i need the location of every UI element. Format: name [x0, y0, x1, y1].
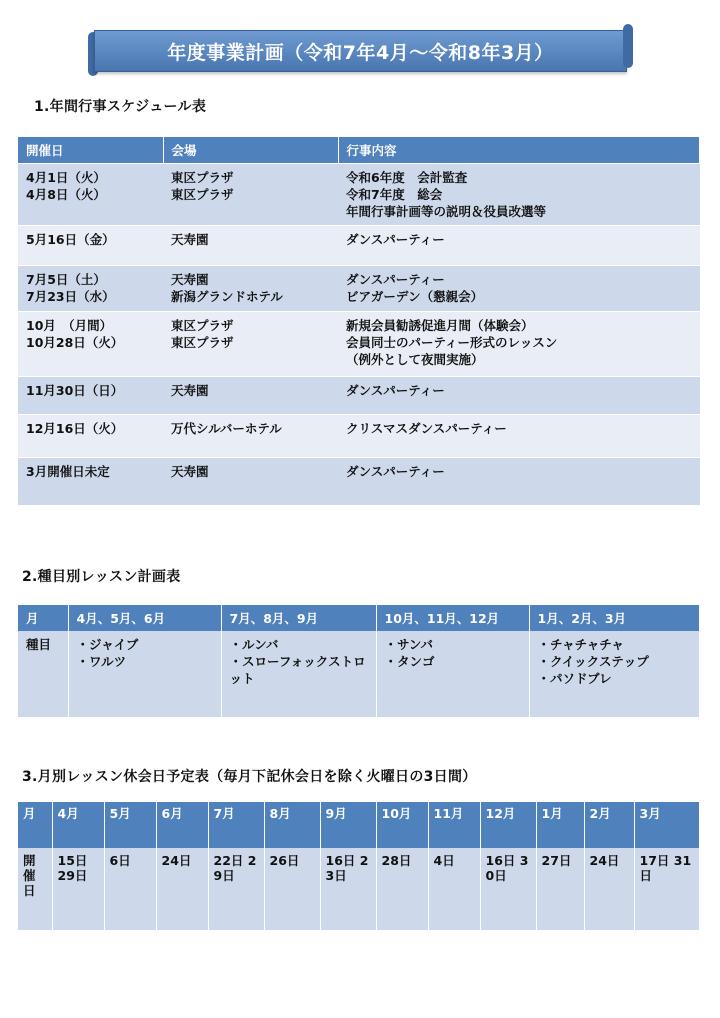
holiday-cell: 24日 [584, 848, 634, 930]
holiday-cell: 26日 [264, 848, 320, 930]
date-cell: 5月16日（金） [18, 226, 163, 266]
header-month: 月 [18, 605, 68, 631]
holiday-cell: 17日 31日 [634, 848, 700, 930]
header-month-col: 10月 [376, 802, 428, 848]
table-row [18, 377, 700, 415]
holiday-cell: 28日 [376, 848, 428, 930]
lesson-cell: ・ルンバ ・スローフォックストロット [221, 631, 376, 717]
header-month-col: 1月 [536, 802, 584, 848]
venue-cell: 天寿園 [163, 458, 338, 505]
holiday-cell: 16日 23日 [320, 848, 376, 930]
row-label: 種目 [18, 631, 68, 717]
event-cell: クリスマスダンスパーティー [338, 415, 700, 458]
event-cell: 令和6年度 会計監査 令和7年度 総会 年間行事計画等の説明＆役員改選等 [338, 164, 700, 226]
venue-cell: 天寿園 [163, 226, 338, 266]
lesson-cell: ・サンバ ・タンゴ [376, 631, 529, 717]
header-month-col: 8月 [264, 802, 320, 848]
date-cell: 4月1日（火） 4月8日（火） [18, 164, 163, 226]
annual-schedule-table [18, 137, 700, 505]
event-cell: ダンスパーティー ビアガーデン（懇親会） [338, 266, 700, 312]
section2-heading: 2.種目別レッスン計画表 [22, 569, 181, 585]
table-row [18, 226, 700, 266]
header-month-col: 9月 [320, 802, 376, 848]
table-row [18, 458, 700, 505]
table-row [18, 631, 700, 717]
holiday-table [18, 802, 700, 930]
table-row [18, 415, 700, 458]
date-cell: 7月5日（土） 7月23日（水） [18, 266, 163, 312]
holiday-cell: 4日 [428, 848, 480, 930]
venue-cell: 東区プラザ 東区プラザ [163, 164, 338, 226]
holiday-cell: 15日 29日 [52, 848, 104, 930]
header-month-col: 7月 [208, 802, 264, 848]
header-month-col: 5月 [104, 802, 156, 848]
table-header-row [18, 137, 700, 164]
date-cell: 11月30日（日） [18, 377, 163, 415]
section1-heading: 1.年間行事スケジュール表 [34, 99, 207, 115]
header-month: 月 [18, 802, 52, 848]
holiday-cell: 22日 29日 [208, 848, 264, 930]
event-cell: 新規会員勧誘促進月間（体験会） 会員同士のパーティー形式のレッスン （例外として夜間実施） [338, 312, 700, 377]
title-banner [88, 28, 633, 72]
header-event: 行事内容 [338, 137, 700, 164]
table-row [18, 312, 700, 377]
lesson-cell: ・チャチャチャ ・クイックステップ ・パソドブレ [529, 631, 700, 717]
event-cell: ダンスパーティー [338, 226, 700, 266]
header-q2: 7月、8月、9月 [221, 605, 376, 631]
holiday-cell: 27日 [536, 848, 584, 930]
date-cell: 12月16日（火） [18, 415, 163, 458]
table-header-row [18, 802, 700, 848]
header-venue: 会場 [163, 137, 338, 164]
header-month-col: 4月 [52, 802, 104, 848]
row-label: 開催日 [18, 848, 52, 930]
section3-heading: 3.月別レッスン休会日予定表（毎月下記休会日を除く火曜日の3日間） [22, 769, 477, 785]
header-month-col: 2月 [584, 802, 634, 848]
lesson-cell: ・ジャイブ ・ワルツ [68, 631, 221, 717]
table-row [18, 266, 700, 312]
date-cell: 3月開催日未定 [18, 458, 163, 505]
page-title: 年度事業計画（令和7年4月～令和8年3月） [94, 30, 627, 72]
table-row [18, 164, 700, 226]
header-q4: 1月、2月、3月 [529, 605, 700, 631]
venue-cell: 東区プラザ 東区プラザ [163, 312, 338, 377]
date-cell: 10月 （月間） 10月28日（火） [18, 312, 163, 377]
holiday-cell: 6日 [104, 848, 156, 930]
venue-cell: 天寿園 [163, 377, 338, 415]
header-date: 開催日 [18, 137, 163, 164]
holiday-cell: 24日 [156, 848, 208, 930]
header-q1: 4月、5月、6月 [68, 605, 221, 631]
header-q3: 10月、11月、12月 [376, 605, 529, 631]
header-month-col: 12月 [480, 802, 536, 848]
venue-cell: 天寿園 新潟グランドホテル [163, 266, 338, 312]
table-header-row [18, 605, 700, 631]
header-month-col: 6月 [156, 802, 208, 848]
holiday-cell: 16日 30日 [480, 848, 536, 930]
event-cell: ダンスパーティー [338, 458, 700, 505]
header-month-col: 11月 [428, 802, 480, 848]
event-cell: ダンスパーティー [338, 377, 700, 415]
venue-cell: 万代シルバーホテル [163, 415, 338, 458]
table-row [18, 848, 700, 930]
lesson-plan-table [18, 605, 700, 717]
banner-curl-right [623, 24, 633, 68]
header-month-col: 3月 [634, 802, 700, 848]
